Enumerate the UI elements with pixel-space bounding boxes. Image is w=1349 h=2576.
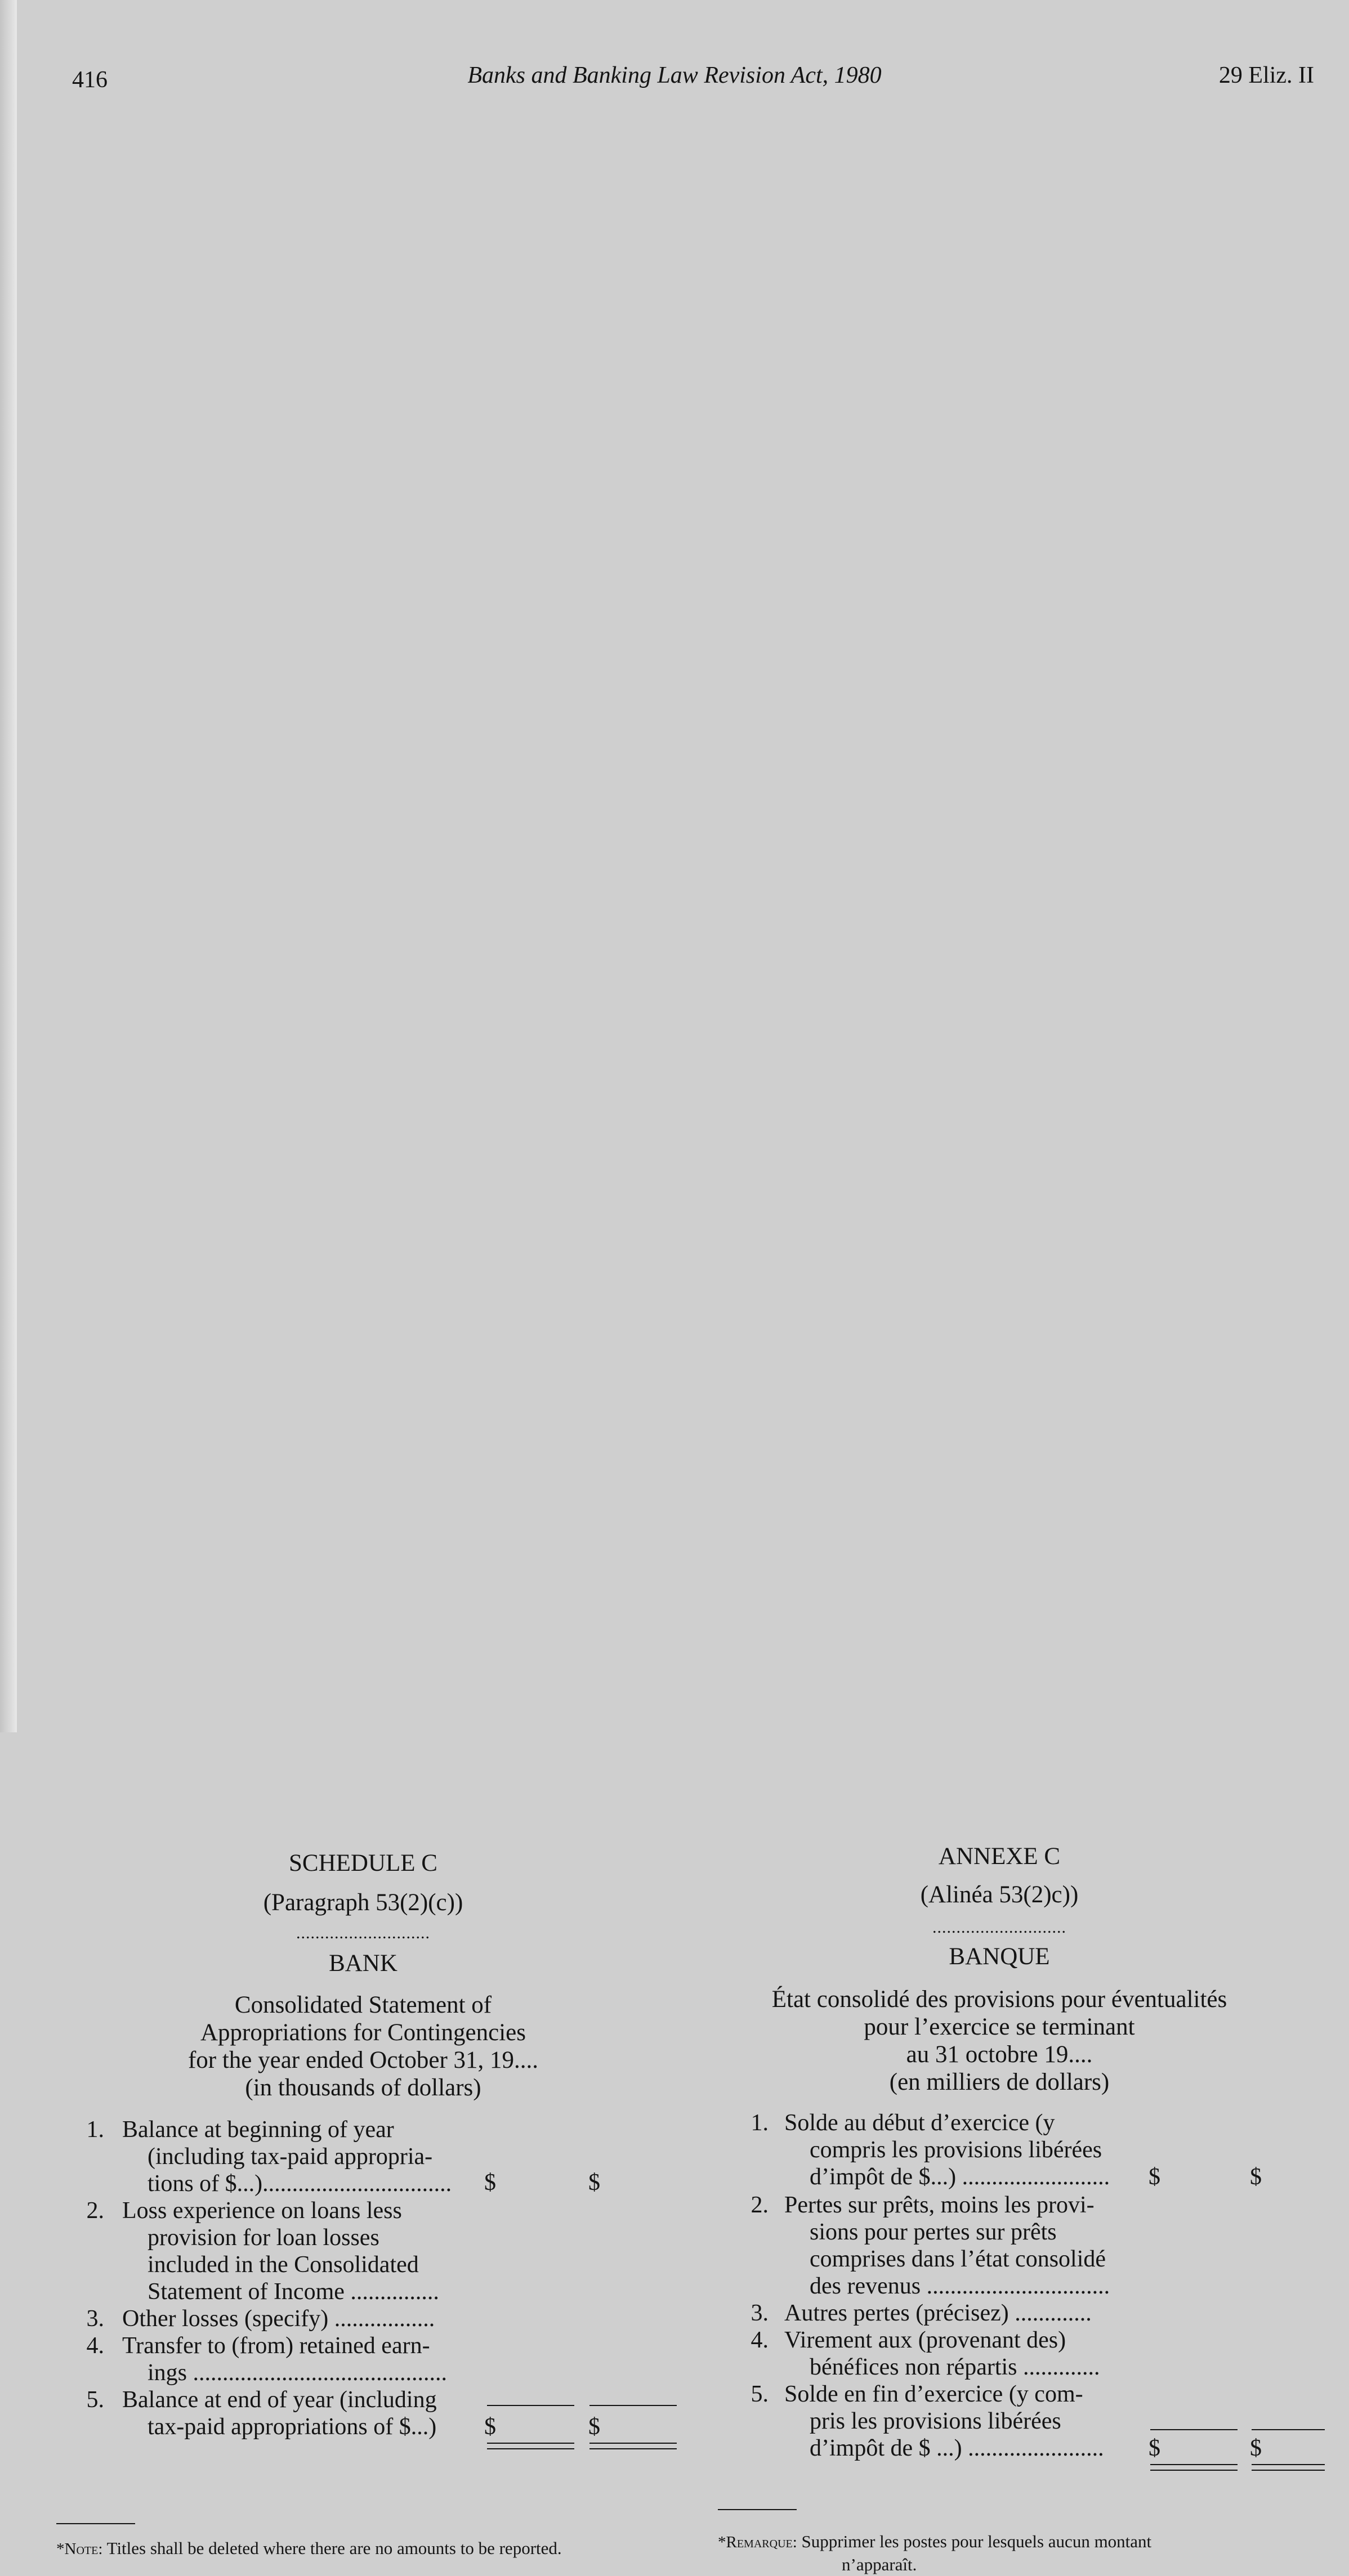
statement-title-line: (in thousands of dollars): [245, 2075, 481, 2101]
page-edge: [0, 0, 17, 1732]
subtotal-rule: [1150, 2429, 1238, 2430]
paragraph-reference: (Alinéa 53(2)c)): [920, 1881, 1079, 1908]
item-text-line: d’impôt de $ ...) .......................: [810, 2435, 1104, 2461]
footnote-text: n’apparaît.: [842, 2555, 917, 2574]
footnote-text: Supprimer les postes pour lesquels aucun montant: [801, 2532, 1152, 2551]
currency-sign: $: [1149, 2164, 1160, 2190]
item-number: 4.: [86, 2333, 104, 2359]
subtotal-rule: [1252, 2429, 1325, 2430]
statement-title-line: (en milliers de dollars): [889, 2069, 1110, 2095]
item-text-line: ings ...........................................: [148, 2360, 448, 2386]
item-text-line: Solde en fin d’exercice (y com-: [784, 2381, 1083, 2407]
statement-title-line: pour l’exercice se terminant: [864, 2014, 1135, 2040]
total-double-rule: [1150, 2464, 1238, 2465]
item-text-line: des revenus ...............................: [810, 2273, 1110, 2299]
currency-sign: $: [1149, 2435, 1160, 2461]
item-number: 2.: [751, 2192, 769, 2218]
currency-sign: $: [588, 2414, 600, 2440]
item-number: 4.: [751, 2327, 769, 2353]
total-double-rule: [1252, 2470, 1325, 2471]
item-text-line: included in the Consolidated: [148, 2252, 419, 2278]
item-number: 3.: [751, 2300, 769, 2326]
footnote-rule: [56, 2523, 135, 2524]
footnote-label: *Note:: [56, 2540, 103, 2558]
item-text-line: Virement aux (provenant des): [784, 2327, 1066, 2353]
paragraph-reference: (Paragraph 53(2)(c)): [263, 1889, 463, 1916]
item-text-line: Statement of Income ...............: [148, 2279, 439, 2305]
item-text-line: pris les provisions libérées: [810, 2408, 1061, 2434]
dotted-separator: ............................: [296, 1924, 430, 1942]
statement-title: [678, 1986, 1320, 2096]
statement-title-line: for the year ended October 31, 19....: [187, 2047, 539, 2073]
total-double-rule: [1150, 2470, 1238, 2471]
item-text-line: Balance at end of year (including: [122, 2387, 437, 2413]
subtotal-rule: [487, 2405, 574, 2406]
item-text-line: Balance at beginning of year: [122, 2117, 394, 2143]
subtotal-rule: [589, 2405, 677, 2406]
item-text-line: tax-paid appropriations of $...): [148, 2414, 437, 2440]
total-double-rule: [589, 2448, 677, 2449]
item-number: 5.: [86, 2387, 104, 2413]
regnal-year: 29 Eliz. II: [1218, 62, 1314, 88]
item-text-line: Transfer to (from) retained earn-: [122, 2333, 430, 2359]
item-number: 3.: [86, 2306, 104, 2332]
currency-sign: $: [1250, 2164, 1262, 2190]
item-number: 5.: [751, 2381, 769, 2407]
schedule-title: SCHEDULE C: [289, 1850, 437, 1876]
bank-heading: BANK: [329, 1950, 397, 1977]
total-double-rule: [589, 2443, 677, 2444]
footnote: [718, 2530, 1326, 2576]
footnote: [56, 2537, 687, 2560]
footnote-label: *Remarque:: [718, 2533, 797, 2551]
item-number: 2.: [86, 2198, 104, 2224]
running-title: Banks and Banking Law Revision Act, 1980: [467, 62, 882, 88]
item-text-line: Other losses (specify) .................: [122, 2306, 435, 2332]
item-text-line: sions pour pertes sur prêts: [810, 2219, 1057, 2245]
currency-sign: $: [484, 2414, 496, 2440]
statement-title-line: au 31 octobre 19....: [906, 2041, 1093, 2068]
total-double-rule: [1252, 2464, 1325, 2465]
item-number: 1.: [751, 2110, 769, 2136]
statement-title-line: État consolidé des provisions pour éventualités: [771, 1986, 1227, 2013]
item-text-line: compris les provisions libérées: [810, 2137, 1102, 2163]
schedule-title: ANNEXE C: [938, 1843, 1061, 1870]
currency-sign: $: [484, 2170, 496, 2196]
currency-sign: $: [588, 2170, 600, 2196]
dotted-separator: ............................: [932, 1918, 1066, 1937]
statement-title-line: Appropriations for Contingencies: [200, 2019, 526, 2046]
item-text-line: tions of $...)................................: [148, 2171, 452, 2197]
item-text-line: d’impôt de $...) .........................: [810, 2164, 1110, 2190]
item-text-line: (including tax-paid appropria-: [148, 2144, 433, 2170]
bank-heading: BANQUE: [949, 1943, 1050, 1970]
footnote-text: Titles shall be deleted where there are no amounts to be reported.: [106, 2538, 562, 2558]
statement-title: [70, 1991, 656, 2102]
item-text-line: comprises dans l’état consolidé: [810, 2246, 1106, 2272]
item-text-line: provision for loan losses: [148, 2225, 379, 2251]
item-text-line: Autres pertes (précisez) .............: [784, 2300, 1092, 2326]
item-text-line: Solde au début d’exercice (y: [784, 2110, 1055, 2136]
footnote-rule: [718, 2509, 797, 2510]
item-text-line: Pertes sur prêts, moins les provi-: [784, 2192, 1095, 2218]
item-text-line: bénéfices non répartis .............: [810, 2354, 1100, 2380]
item-text-line: Loss experience on loans less: [122, 2198, 402, 2224]
item-number: 1.: [86, 2117, 104, 2143]
currency-sign: $: [1250, 2435, 1262, 2461]
statement-title-line: Consolidated Statement of: [234, 1992, 492, 2018]
page-number: 416: [72, 67, 108, 93]
total-double-rule: [487, 2448, 574, 2449]
total-double-rule: [487, 2443, 574, 2444]
